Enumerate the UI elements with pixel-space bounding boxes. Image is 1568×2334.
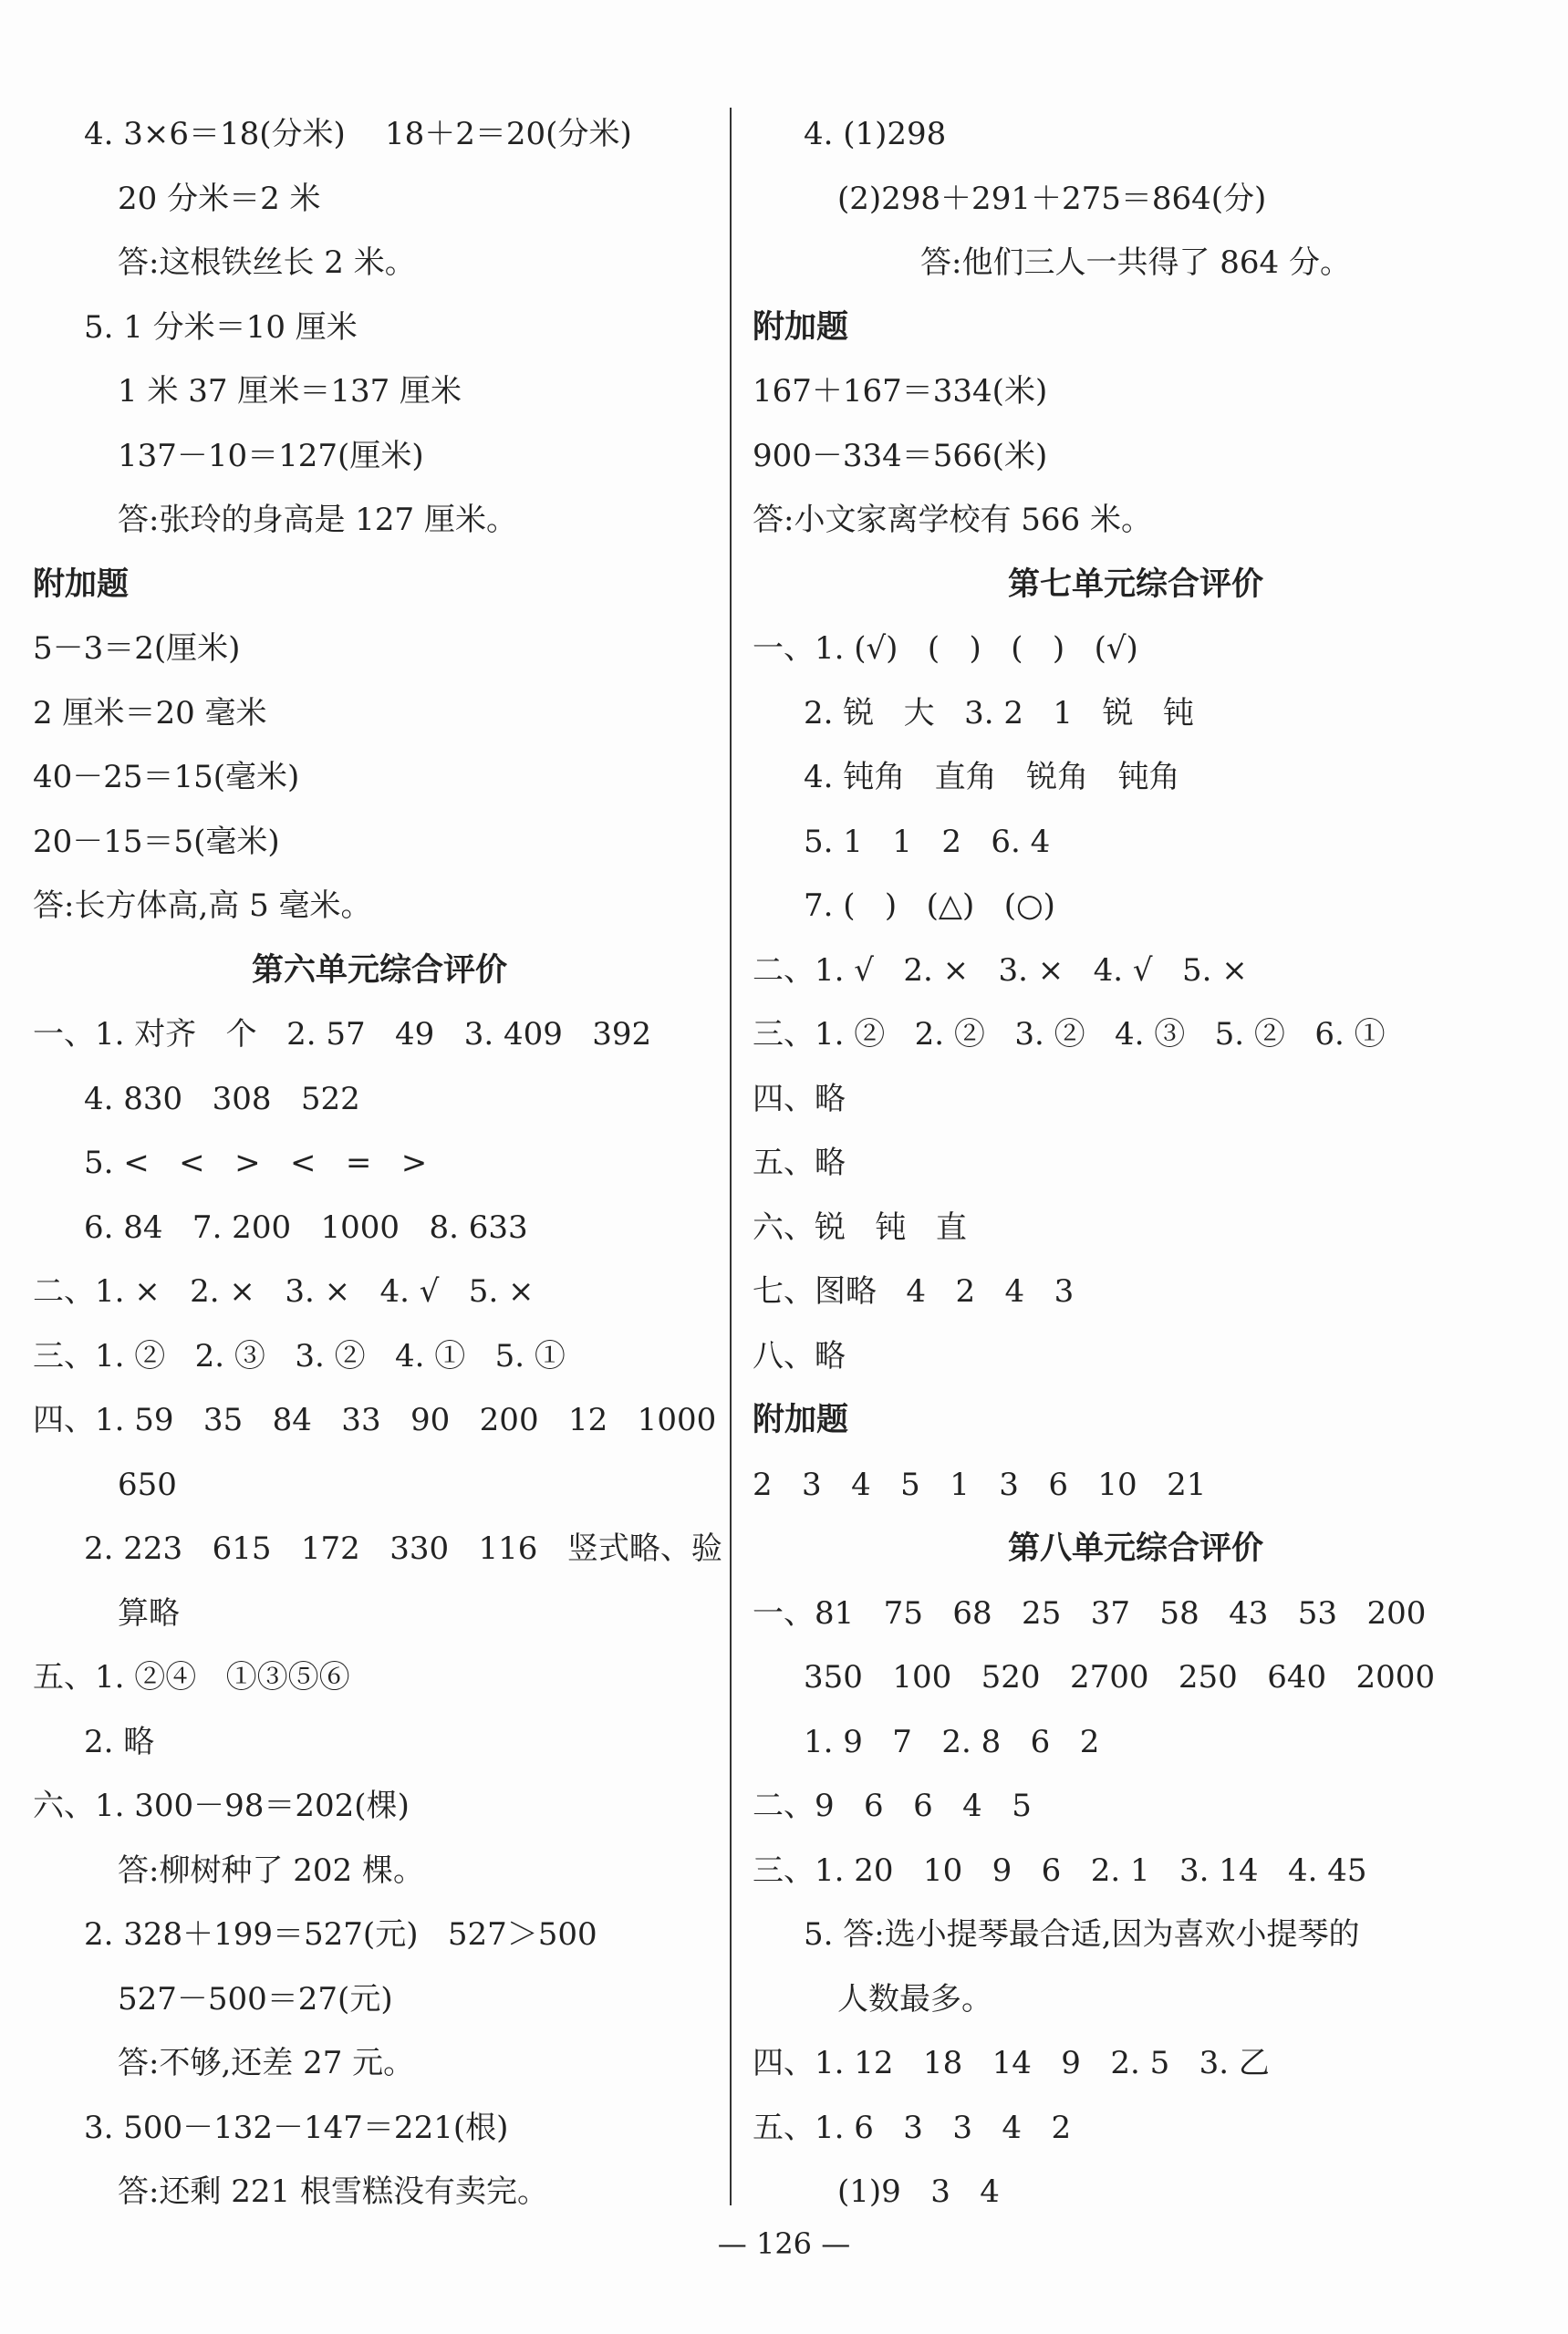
answer-line: 二、1. × 2. × 3. × 4. √ 5. ×: [33, 1273, 535, 1310]
answer-line: 5－3＝2(厘米): [33, 630, 241, 667]
answer-line: 2. 略: [84, 1723, 155, 1760]
answer-line: 五、略: [753, 1145, 846, 1181]
answer-line: 答:这根铁丝长 2 米。: [118, 244, 416, 281]
answer-line: 20 分米＝2 米: [118, 180, 321, 217]
answer-line: 7. ( ) (△) (○): [804, 887, 1055, 924]
answer-line: 二、9 6 6 4 5: [753, 1788, 1032, 1824]
answer-line: 六、锐 钝 直: [753, 1208, 967, 1246]
answer-line: 答:长方体高,高 5 毫米。: [33, 887, 372, 924]
column-divider: [730, 108, 732, 2205]
answer-line: 4. 830 308 522: [84, 1080, 360, 1117]
answer-line: 137－10＝127(厘米): [118, 437, 424, 474]
section-heading: 附加题: [33, 565, 130, 603]
answer-line: 2. 223 615 172 330 116 竖式略、验: [84, 1530, 722, 1567]
answer-line: (2)298＋291＋275＝864(分): [837, 180, 1267, 217]
answer-line: 20－15＝5(毫米): [33, 823, 280, 860]
answer-line: 答:不够,还差 27 元。: [118, 2045, 415, 2081]
answer-line: 4. (1)298: [804, 116, 947, 152]
answer-line: 900－334＝566(米): [753, 437, 1048, 474]
answer-line: 一、81 75 68 25 37 58 43 53 200: [753, 1594, 1427, 1632]
right-column: [753, 102, 1519, 2225]
answer-line: 答:张玲的身高是 127 厘米。: [118, 502, 517, 538]
answer-line: 1. 9 7 2. 8 6 2: [804, 1723, 1100, 1760]
answer-line: 4. 3×6＝18(分米) 18＋2＝20(分米): [84, 116, 632, 152]
answer-line: 六、1. 300－98＝202(棵): [33, 1788, 410, 1824]
answer-line: 167＋167＝334(米): [753, 373, 1048, 410]
answer-line: 527－500＝27(元): [118, 1980, 393, 2018]
answer-line: 5. 1 分米＝10 厘米: [84, 308, 358, 346]
answer-line: 4. 钝角 直角 锐角 钝角: [804, 759, 1180, 795]
answer-line: 2 厘米＝20 毫米: [33, 694, 267, 731]
answer-line: 答:柳树种了 202 棵。: [118, 1852, 424, 1889]
answer-line: 2 3 4 5 1 3 6 10 21: [753, 1466, 1207, 1503]
answer-line: 三、1. ② 2. ② 3. ② 4. ③ 5. ② 6. ①: [753, 1016, 1386, 1053]
answer-line: 七、图略 4 2 4 3: [753, 1273, 1075, 1310]
answer-line: 五、1. ②④ ①③⑤⑥: [33, 1659, 350, 1696]
answer-line: 5. 答:选小提琴最合适,因为喜欢小提琴的: [804, 1916, 1360, 1953]
answer-line: 八、略: [753, 1337, 846, 1374]
answer-line: (1)9 3 4: [837, 2173, 1000, 2210]
answer-line: 算略: [118, 1594, 180, 1632]
answer-line: 五、1. 6 3 3 4 2: [753, 2109, 1072, 2146]
answer-line: 四、1. 12 18 14 9 2. 5 3. 乙: [753, 2045, 1270, 2081]
answer-line: 四、略: [753, 1080, 846, 1117]
section-heading: 附加题: [753, 308, 849, 346]
answer-line: 2. 328＋199＝527(元) 527＞500: [84, 1916, 597, 1953]
answer-line: 三、1. ② 2. ③ 3. ② 4. ① 5. ①: [33, 1337, 566, 1374]
answer-line: 650: [118, 1466, 177, 1503]
answer-line: 350 100 520 2700 250 640 2000: [804, 1659, 1436, 1696]
section-heading: 附加题: [753, 1402, 849, 1438]
answer-line: 5. 1 1 2 6. 4: [804, 823, 1051, 860]
answer-line: 5. < < > < = >: [84, 1145, 428, 1181]
answer-line: 二、1. √ 2. × 3. × 4. √ 5. ×: [753, 951, 1248, 989]
answer-line: 四、1. 59 35 84 33 90 200 12 1000: [33, 1402, 717, 1438]
answer-line: 3. 500－132－147＝221(根): [84, 2109, 509, 2146]
unit-title: 第七单元综合评价: [1007, 565, 1263, 603]
answer-line: 2. 锐 大 3. 2 1 锐 钝: [804, 694, 1194, 731]
answer-line: 人数最多。: [837, 1980, 992, 2018]
answer-line: 三、1. 20 10 9 6 2. 1 3. 14 4. 45: [753, 1852, 1367, 1889]
answer-line: 1 米 37 厘米＝137 厘米: [118, 373, 462, 410]
answer-line: 6. 84 7. 200 1000 8. 633: [84, 1208, 528, 1246]
answer-line: 一、1. (√) ( ) ( ) (√): [753, 630, 1138, 667]
unit-title: 第六单元综合评价: [251, 951, 507, 989]
unit-title: 第八单元综合评价: [1007, 1530, 1263, 1567]
answer-line: 一、1. 对齐 个 2. 57 49 3. 409 392: [33, 1016, 652, 1053]
left-column: [33, 102, 726, 2225]
answer-line: 答:他们三人一共得了 864 分。: [920, 244, 1351, 281]
answer-line: 40－25＝15(毫米): [33, 759, 300, 795]
page-number: — 126 —: [717, 2226, 851, 2261]
answer-line: 答:还剩 221 根雪糕没有卖完。: [118, 2173, 548, 2210]
answer-line: 答:小文家离学校有 566 米。: [753, 502, 1152, 538]
